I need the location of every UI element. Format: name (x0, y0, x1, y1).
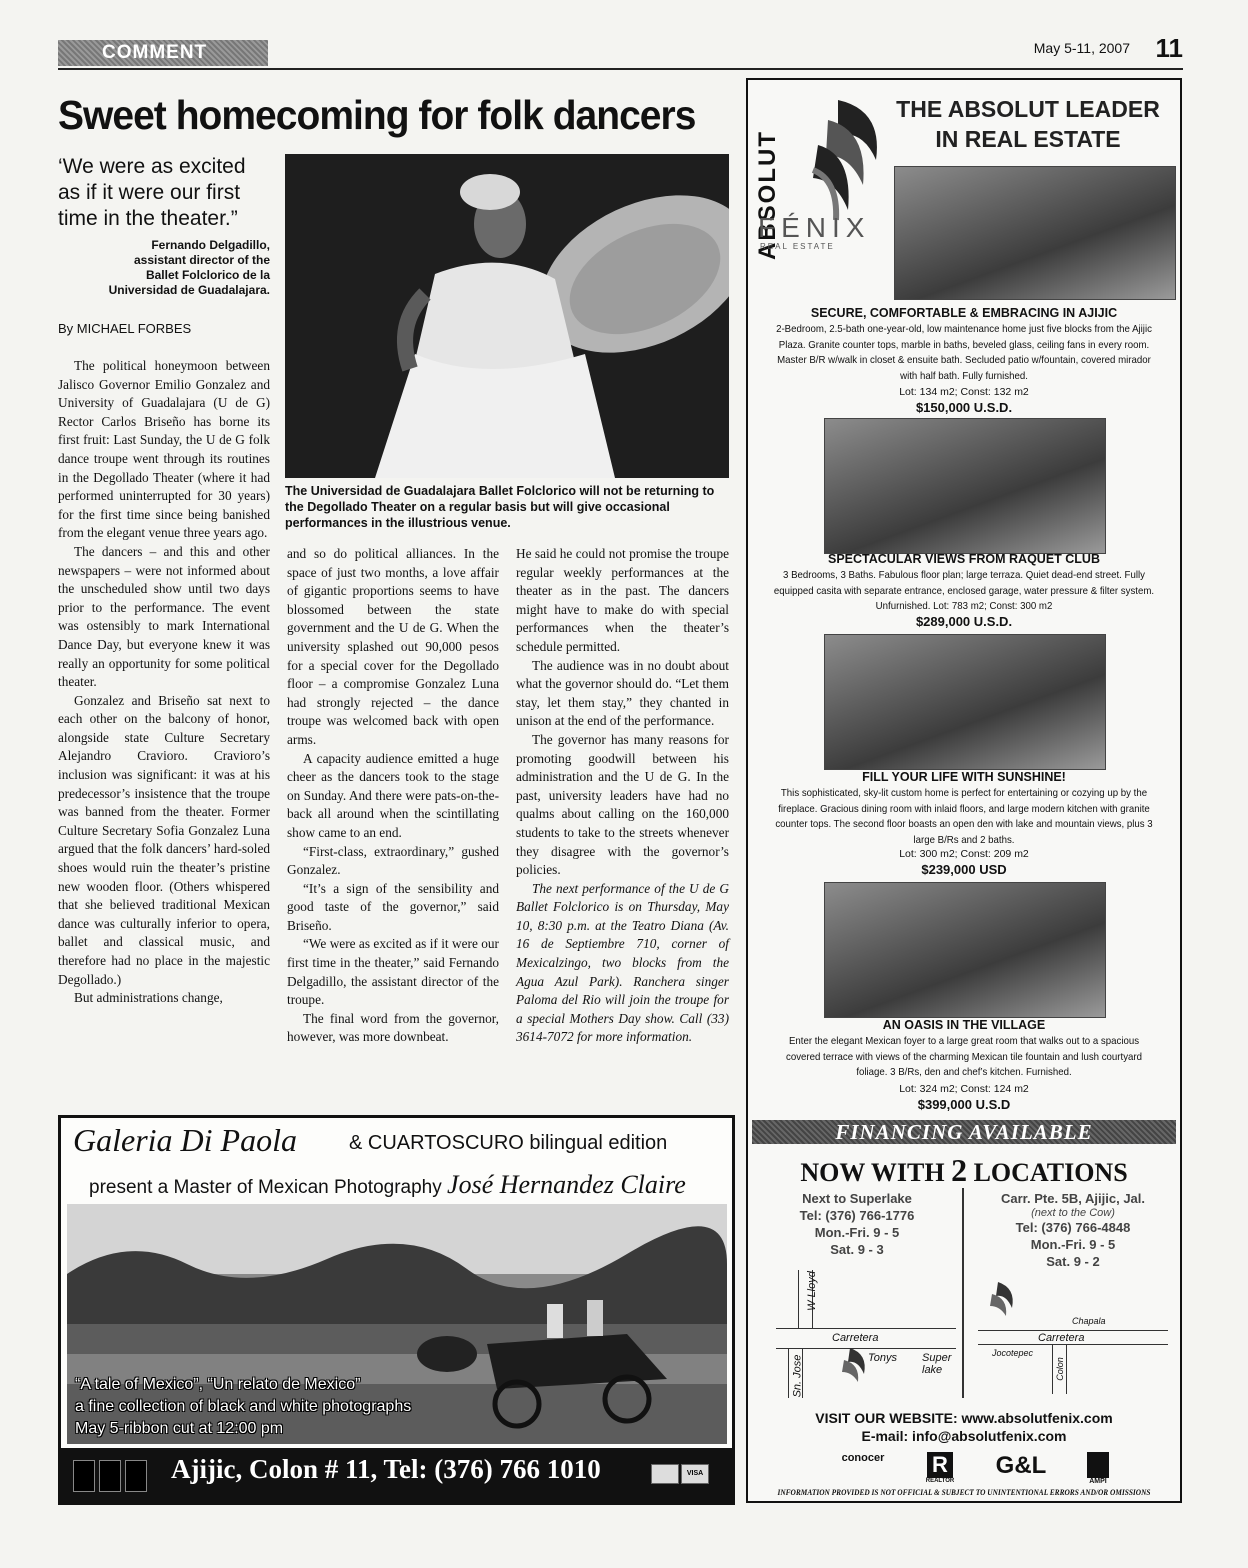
gl-logo: G&L (995, 1452, 1047, 1479)
dancer-illustration (285, 154, 729, 478)
phoenix-logo-icon (980, 1280, 1020, 1318)
visa-card-icon: VISA (681, 1464, 709, 1484)
article-paragraph: “It’s a sign of the sensibility and good taste of the governor,” said Briseño. (287, 880, 499, 933)
brand-subtitle: REAL ESTATE (760, 242, 835, 251)
listing-photo (824, 882, 1106, 1018)
attribution-line: Universidad de Guadalajara. (108, 283, 270, 297)
pull-quote: ‘We were as excited as if it were our first time in the theater.” (58, 155, 246, 230)
map-road (776, 1328, 956, 1329)
gallery-name: Galeria Di Paola (73, 1122, 297, 1158)
header-rule (58, 68, 1183, 70)
article-paragraph: The political honeymoon between Jalisco Governor Emilio Gonzalez and University of Guadalajara (U de G) Rector Carlos Briseño has borne its first fruit: Last Sunday, the U de G folk dance troupe went through its routines in the Degollado Theater (where it had performed uninterrupted for 30 years) for the first time since being banished from the elegant venue three years ago. (58, 358, 270, 541)
map-road (978, 1330, 1168, 1331)
gallery-overlay-line: a fine collection of black and white photographs (75, 1398, 412, 1415)
tagline-text: present a Master of Mexican Photography (89, 1177, 442, 1198)
listing-price: $239,000 USD (921, 862, 1007, 877)
article-paragraph: But administrations change, (74, 990, 223, 1006)
issue-date: May 5-11, 2007 (1033, 40, 1130, 56)
location-line: Carr. Pte. 5B, Ajijic, Jal. (1000, 1191, 1146, 1206)
listing-price: $289,000 U.S.D. (915, 614, 1013, 629)
listing-description: Enter the elegant Mexican foyer to a large great room that walks out to a spacious covered terrace with views of the charming Mexican tile fountain and lush courtyard foliage. 3 B/Rs, den and chef’s kitchen. Furnished. (785, 1035, 1142, 1078)
ampi-icon (1087, 1452, 1109, 1478)
attribution-line: Fernando Delgadillo, (151, 238, 270, 252)
map-label: Tonys (868, 1352, 897, 1364)
location-hours: Sat. 9 - 2 (1046, 1254, 1100, 1269)
listing-lot: Lot: 134 m2; Const: 132 m2 (899, 386, 1029, 398)
listing-price: $150,000 U.S.D. (915, 400, 1013, 415)
listing-lot: Lot: 300 m2; Const: 209 m2 (899, 848, 1029, 860)
location-2 (968, 1190, 1178, 1270)
listing-photo (894, 166, 1176, 300)
gallery-ad (58, 1115, 735, 1505)
dancer-photo (285, 154, 729, 478)
article-paragraph: The final word from the governor, however, was more downbeat. (287, 1010, 499, 1045)
map-label: Chapala (1072, 1316, 1106, 1326)
article-column-1 (58, 357, 270, 1008)
gallery-partner: & CUARTOSCURO bilingual edition (349, 1132, 668, 1154)
listing-photo (824, 418, 1106, 554)
attribution-line: assistant director of the (133, 253, 270, 267)
film-frame-icon (125, 1460, 147, 1492)
photographer-name: José Hernandez Claire (447, 1170, 686, 1199)
map-label: Super lake (922, 1352, 952, 1376)
listing-title: FILL YOUR LIFE WITH SUNSHINE! (862, 770, 1066, 784)
location-note: (next to the Cow) (1031, 1207, 1115, 1219)
section-tab: COMMENT (58, 40, 268, 66)
photo-caption: The Universidad de Guadalajara Ballet Folclorico will not be returning to the Degollado Theater on a regular basis but will give occasional performances in the illustrious venue. (285, 484, 715, 530)
locations-count: 2 (951, 1152, 968, 1188)
map-label: W Lloyd (805, 1271, 818, 1311)
listing-title: AN OASIS IN THE VILLAGE (882, 1018, 1046, 1032)
event-note: The next performance of the U de G Ballet Folclorico is on Thursday, May 10, 8:30 p.m. at the Teatro Diana (Av. 16 de Septiembre 710, corner of Mexicalzingo, two blocks from the Agua Azul Park). Ranchera singer Paloma del Rio will join the troupe for a special Mothers Day show. Call (33) 3614-7072 for more information. (516, 880, 729, 1045)
article-paragraph: The dancers – and this and other newspapers – were not informed about the unscheduled show until two days prior to the performance. The event was ostensibly to mark International Dance Day, but everyone knew it was really an opportunity for some political theater. (58, 543, 270, 690)
gallery-overlay-line: May 5-ribbon cut at 12:00 pm (75, 1420, 284, 1437)
location-hours: Sat. 9 - 3 (830, 1242, 884, 1257)
map-label: Carretera (1038, 1332, 1085, 1344)
map-label: Colon (1054, 1357, 1065, 1381)
locations-title (748, 1152, 1180, 1189)
location-line: Next to Superlake (802, 1191, 912, 1206)
map-road (798, 1270, 799, 1328)
listing-description: This sophisticated, sky-lit custom home is perfect for entertaining or cozying up by the fireplace. Gracious dining room with inlaid floors, and large modern kitchen with granite counter tops. The second floor boasts an open den with lake and mountain views, plus 3 large B/Rs and 2 baths. (775, 787, 1153, 846)
gallery-overlay-line: “A tale of Mexico”, “Un relato de Mexico” (75, 1376, 361, 1393)
article-paragraph: The governor has many reasons for promoting goodwill between his administration and the U de G. In the past, university leaders have had no qualms about calling on the 160,000 students to take to the streets whenever they disagree with the governor’s policies. (516, 731, 729, 878)
listing-description: 2-Bedroom, 2.5-bath one-year-old, low maintenance home just five blocks from the Ajijic Plaza. Granite counter tops, marble in baths, beveled glass, ceiling fans in every room. Master B/R w/walk in closet & ensuite bath. Secluded patio w/fountain, covered mirador with half bath. Fully furnished. (776, 323, 1152, 382)
article-column-2 (287, 545, 499, 1047)
credit-card-icon (651, 1464, 679, 1484)
map-label: Carretera (832, 1332, 879, 1344)
location-hours: Mon.-Fri. 9 - 5 (1030, 1237, 1116, 1252)
gallery-tagline (89, 1170, 686, 1200)
map-label: Sn. Jose (791, 1354, 804, 1398)
film-frame-icon (73, 1460, 95, 1492)
realtor-logo (920, 1452, 960, 1484)
realtor-r-icon: R (927, 1452, 953, 1478)
financing-banner: FINANCING AVAILABLE (752, 1120, 1176, 1144)
map-road (788, 1348, 789, 1398)
conocer-logo: conocer (841, 1452, 885, 1464)
listing-title: SECURE, COMFORTABLE & EMBRACING IN AJIJIC (810, 306, 1118, 320)
ampi-label: AMPI (1089, 1478, 1107, 1485)
realestate-ad (746, 78, 1182, 1503)
listing-lot: Lot: 324 m2; Const: 124 m2 (899, 1083, 1029, 1095)
listing-description: 3 Bedrooms, 3 Baths. Fabulous floor plan; large terraza. Quiet dead-end street. Fully equipped casita with separate entrance, enclosed garage, water pressure & filter system. Unfurnished. Lot: 783 m2; Const: 300 m2 (773, 569, 1155, 612)
article-paragraph: “First-class, extraordinary,” gushed Gonzalez. (287, 843, 499, 878)
headline-line: THE ABSOLUT LEADER (896, 96, 1160, 122)
locations-post: LOCATIONS (973, 1158, 1128, 1187)
film-frame-icon (99, 1460, 121, 1492)
gallery-address: Ajijic, Colon # 11, Tel: (376) 766 1010 (171, 1454, 601, 1484)
map-road (1052, 1344, 1053, 1394)
listing-photo (824, 634, 1106, 770)
location-phone: Tel: (376) 766-1776 (799, 1208, 915, 1223)
realtor-label: REALTOR (925, 1478, 955, 1484)
listing-title: SPECTACULAR VIEWS FROM RAQUET CLUB (828, 552, 1100, 566)
map-label: Jocotepec (992, 1348, 1034, 1358)
page-number: 11 (1155, 33, 1183, 63)
article-paragraph: A capacity audience emitted a huge cheer as the dancers took to the stage on Sunday. And there were pats-on-the-back all around when the scintillating show came to an end. (287, 750, 499, 840)
brand-vertical: ABSOLUT (754, 130, 781, 260)
map-road (1066, 1344, 1067, 1394)
headline-line: IN REAL ESTATE (935, 126, 1121, 152)
location-hours: Mon.-Fri. 9 - 5 (814, 1225, 900, 1240)
disclaimer: INFORMATION PROVIDED IS NOT OFFICIAL & SUBJECT TO UNINTENTIONAL ERRORS AND/OR OMISSIONS (777, 1488, 1151, 1497)
email-link[interactable]: E-mail: info@absolutfenix.com (861, 1428, 1067, 1444)
article-paragraph: The audience was in no doubt about what the governor should do. “Let them stay, let them stay,” they chanted in unison at the end of the performance. (516, 657, 729, 729)
listing-price: $399,000 U.S.D (917, 1097, 1011, 1112)
locations-pre: NOW WITH (800, 1158, 945, 1187)
website-link[interactable]: VISIT OUR WEBSITE: www.absolutfenix.com (815, 1410, 1113, 1426)
byline: By MICHAEL FORBES (58, 321, 192, 336)
ampi-logo (1078, 1452, 1118, 1485)
article-column-3 (516, 545, 729, 1047)
article-headline: Sweet homecoming for folk dancers (58, 92, 696, 138)
map-road (978, 1344, 1168, 1345)
ad-headline (878, 94, 1178, 154)
quote-attribution (58, 238, 270, 298)
brand-name: FÉNIX (758, 212, 871, 243)
article-paragraph: Gonzalez and Briseño sat next to each other on the balcony of honor, alongside state Culture Secretary Alejandro Cravioro. Cravioro’s inclusion was significant: it was at his predecessor’s insistence that the troupe was banned from the theater. Former Culture Secretary Sofia Gonzalez Luna argued that the folk dancers’ hard-soled shoes would ruin the theater’s pristine new wooden floor. (Others whispered that she believed traditional Mexican dance was culturally inferior to opera, ballet and classical music, and therefore had no place in the majestic Degollado.) (58, 692, 270, 987)
location-divider (962, 1188, 964, 1398)
location-phone: Tel: (376) 766-4848 (1015, 1220, 1131, 1235)
attribution-line: Ballet Folclorico de la (145, 268, 270, 282)
article-paragraph: He said he could not promise the troupe regular weekly performances at the theater as in the past. The dancers might have to make do with special performances when the theater’s schedule permitted. (516, 546, 729, 654)
location-1 (752, 1190, 962, 1258)
article-paragraph: and so do political alliances. In the space of just two months, a love affair of gigantic proportions seems to have blossomed between the state government and the U de G. When the university splashed out 90,000 pesos for a special cover for the Degollado floor – a compromise Gonzalez Luna had strongly rejected – the dance troupe was welcomed back with open arms. (287, 546, 499, 747)
phoenix-logo-icon (832, 1346, 872, 1384)
article-paragraph: “We were as excited as if it were our first time in the theater,” said Fernando Delgadillo, the assistant director of the troupe. (287, 936, 499, 1008)
